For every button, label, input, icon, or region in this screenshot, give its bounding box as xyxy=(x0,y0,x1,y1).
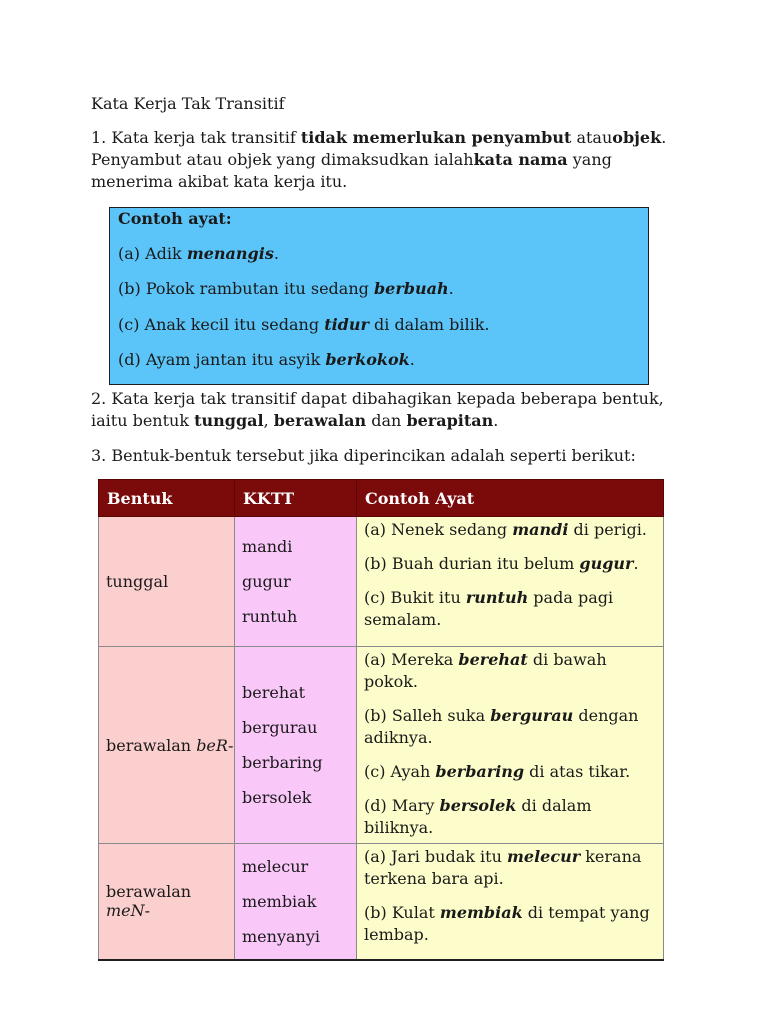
contoh-ayat-cell xyxy=(357,517,664,647)
example-verb: melecur xyxy=(506,847,581,866)
header-contoh-ayat: Contoh Ayat xyxy=(357,480,664,517)
table-row xyxy=(99,517,664,647)
bentuk-affix: meN- xyxy=(106,901,151,921)
example-verb: tidur xyxy=(324,315,369,334)
example-verb: membiak xyxy=(439,903,523,922)
example-text: (d) Mary xyxy=(364,796,440,815)
example-text: kerana terkena bara api. xyxy=(364,847,642,888)
bentuk-label: berawalan xyxy=(106,735,197,755)
bentuk-cell xyxy=(99,647,235,844)
bentuk-cell xyxy=(99,844,235,960)
example-verb: mandi xyxy=(512,520,569,539)
example-verb: berehat xyxy=(458,650,528,669)
contoh-ayat-cell xyxy=(357,647,664,844)
kktt-word: runtuh xyxy=(242,607,298,626)
page-title: Kata Kerja Tak Transitif xyxy=(91,94,285,113)
example-verb: berkokok xyxy=(325,350,410,369)
example-text: (a) Adik xyxy=(118,244,187,263)
point-2-bold-a: tunggal xyxy=(194,411,264,430)
example-text: di tempat yang lembap. xyxy=(364,903,650,944)
point-1-bold-a: tidak memerlukan penyambut xyxy=(300,128,572,147)
example-text: (a) Jari budak itu xyxy=(364,847,507,866)
example-text: (b) Kulat xyxy=(364,903,440,922)
point-1-text-c: . xyxy=(661,128,667,147)
kktt-word: melecur xyxy=(242,856,309,876)
example-text: (c) Anak kecil itu sedang xyxy=(118,315,325,334)
bentuk-cell xyxy=(99,517,235,647)
point-2-bold-b: berawalan xyxy=(273,411,367,430)
kktt-word: bergurau xyxy=(242,718,318,737)
example-verb: menangis xyxy=(186,244,274,263)
point-3-paragraph: 3. Bentuk-bentuk tersebut jika diperincikan adalah seperti berikut: xyxy=(91,446,636,465)
verb-forms-table xyxy=(98,479,664,961)
example-text: (d) Ayam jantan itu asyik xyxy=(118,350,326,369)
example-box-heading: Contoh ayat: xyxy=(118,209,232,228)
example-text: di dalam biliknya. xyxy=(364,796,592,837)
example-verb: bersolek xyxy=(439,796,517,815)
example-sentence xyxy=(364,553,663,575)
point-2-text-a: 2. Kata kerja tak transitif dapat dibahagikan kepada beberapa bentuk, iaitu bentuk xyxy=(91,389,664,430)
example-verb: bergurau xyxy=(490,706,574,725)
example-text: . xyxy=(633,554,639,573)
contoh-ayat-cell xyxy=(357,844,664,960)
example-text: pada pagi semalam. xyxy=(364,588,614,629)
example-text: (a) Nenek sedang xyxy=(364,520,513,539)
example-text: di perigi. xyxy=(568,520,647,539)
example-text: . xyxy=(409,350,415,369)
example-sentence xyxy=(118,243,279,265)
bentuk-label: tunggal xyxy=(106,572,169,591)
point-2-text-d: . xyxy=(493,411,499,430)
example-text: di dalam bilik. xyxy=(368,315,490,334)
kktt-cell xyxy=(235,647,357,844)
example-sentences-box xyxy=(109,207,649,385)
example-verb: berbuah xyxy=(373,279,449,298)
example-sentence xyxy=(364,846,663,890)
example-text: (c) Ayah xyxy=(364,762,436,781)
header-kktt: KKTT xyxy=(235,480,357,517)
example-sentence xyxy=(364,649,663,693)
kktt-cell xyxy=(235,844,357,960)
point-1-bold-b: objek xyxy=(612,128,662,147)
table-row xyxy=(99,844,664,960)
bentuk-label: berawalan xyxy=(106,882,192,902)
kktt-word: berbaring xyxy=(242,753,323,772)
bentuk-affix: beR- xyxy=(196,735,234,755)
example-text: (b) Pokok rambutan itu sedang xyxy=(118,279,374,298)
point-1-text-e: yang menerima akibat kata kerja itu. xyxy=(91,150,612,191)
example-text: di atas tikar. xyxy=(524,762,631,781)
kktt-word: membiak xyxy=(242,891,317,911)
example-sentence xyxy=(364,705,663,749)
example-text: dengan adiknya. xyxy=(364,706,639,747)
example-text: (a) Mereka xyxy=(364,650,459,669)
kktt-word: mandi xyxy=(242,537,293,556)
example-verb: gugur xyxy=(579,554,634,573)
example-sentence xyxy=(118,314,490,336)
example-sentence xyxy=(118,278,454,300)
point-2-text-c: dan xyxy=(366,411,407,430)
point-2-text-b: , xyxy=(263,411,274,430)
example-sentence xyxy=(364,587,663,631)
kktt-word: berehat xyxy=(242,683,306,702)
point-2-bold-c: berapitan xyxy=(406,411,494,430)
kktt-word: menyanyi xyxy=(242,926,320,946)
example-sentence xyxy=(118,349,415,371)
point-1-paragraph xyxy=(91,127,671,193)
example-text: di bawah pokok. xyxy=(364,650,607,691)
point-1-text-a: 1. Kata kerja tak transitif xyxy=(91,128,301,147)
kktt-cell xyxy=(235,517,357,647)
example-text: (b) Buah durian itu belum xyxy=(364,554,580,573)
point-1-text-d: Penyambut atau objek yang dimaksudkan ialah xyxy=(91,150,474,169)
example-text: (b) Salleh suka xyxy=(364,706,491,725)
example-text: (c) Bukit itu xyxy=(364,588,466,607)
example-sentence xyxy=(364,902,663,946)
kktt-word: bersolek xyxy=(242,788,312,807)
kktt-word: gugur xyxy=(242,572,291,591)
example-text: . xyxy=(448,279,454,298)
point-1-text-b: atau xyxy=(571,128,613,147)
example-text: . xyxy=(273,244,279,263)
header-bentuk: Bentuk xyxy=(99,480,235,517)
point-1-bold-c: kata nama xyxy=(473,150,568,169)
example-sentence xyxy=(364,761,663,783)
example-sentence xyxy=(364,519,663,541)
point-2-paragraph xyxy=(91,388,671,432)
example-sentence xyxy=(364,795,663,839)
table-row xyxy=(99,647,664,844)
table-header-row xyxy=(99,480,664,517)
example-verb: runtuh xyxy=(465,588,529,607)
example-verb: berbaring xyxy=(435,762,525,781)
